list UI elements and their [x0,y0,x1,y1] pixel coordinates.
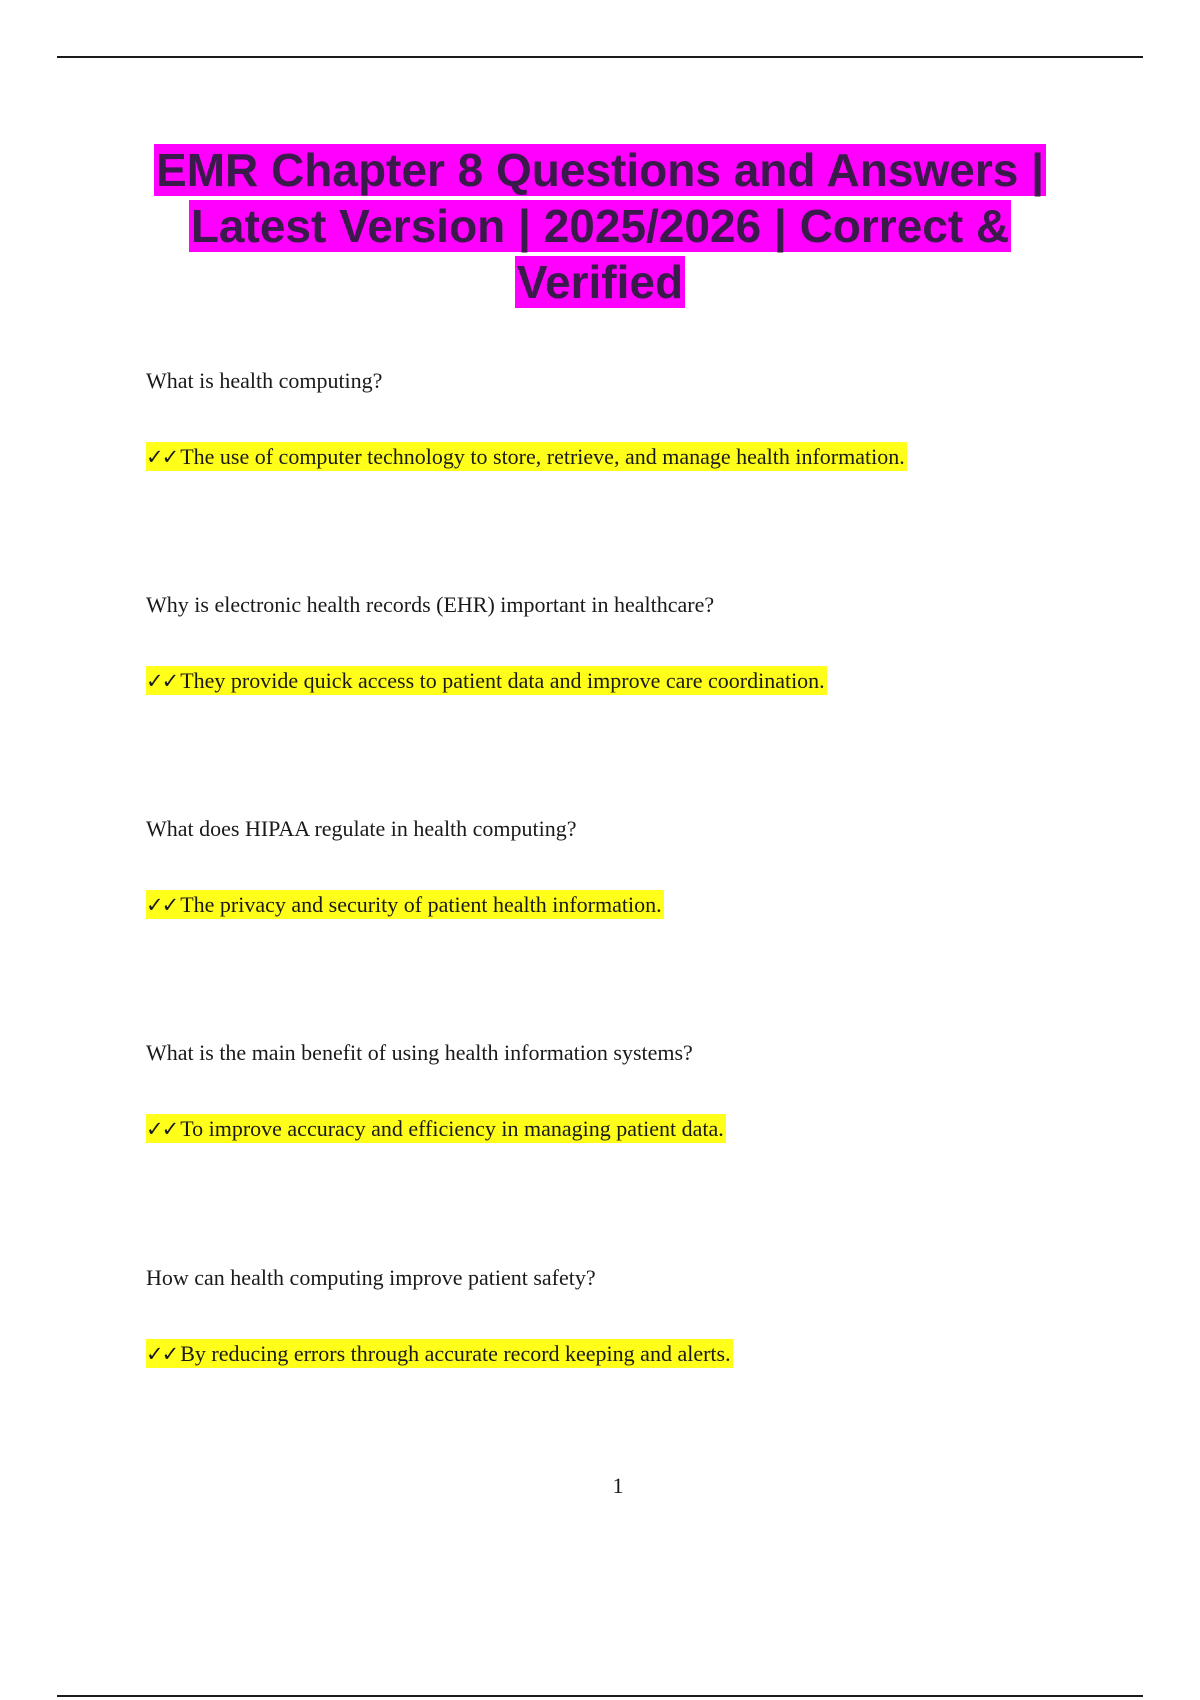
question-2: Why is electronic health records (EHR) important in healthcare? [146,592,715,617]
double-check-icon: ✓✓ [146,1117,178,1141]
answer-2 [146,667,1096,695]
answer-2-text: They provide quick access to patient data and improve care coordination. [180,668,825,693]
answer-3-text: The privacy and security of patient health information. [180,892,662,917]
qa-item-1 [146,367,1096,471]
answer-1-text: The use of computer technology to store, retrieve, and manage health information. [180,444,905,469]
answer-5-highlight [146,1339,733,1368]
document-title-text: EMR Chapter 8 Questions and Answers | Latest Version | 2025/2026 | Correct & Verified [156,144,1044,308]
double-check-icon: ✓✓ [146,669,178,693]
qa-item-5 [146,1264,1096,1368]
bottom-rule [57,1695,1143,1697]
top-rule [57,56,1143,58]
answer-3-highlight [146,890,664,919]
answer-4-text: To improve accuracy and efficiency in managing patient data. [180,1116,724,1141]
answer-3 [146,891,1096,919]
answer-4-highlight [146,1114,726,1143]
page-number: 1 [612,1473,624,1498]
question-3: What does HIPAA regulate in health computing? [146,816,577,841]
double-check-icon: ✓✓ [146,893,178,917]
qa-item-2 [146,591,1096,695]
question-5: How can health computing improve patient safety? [146,1265,596,1290]
answer-5 [146,1340,1096,1368]
qa-item-4 [146,1039,1096,1143]
qa-item-3 [146,815,1096,919]
answer-1 [146,443,1096,471]
question-4: What is the main benefit of using health information systems? [146,1040,693,1065]
question-1: What is health computing? [146,368,383,393]
document-title [100,142,1100,310]
answer-4 [146,1115,1096,1143]
answer-2-highlight [146,666,827,695]
double-check-icon: ✓✓ [146,1342,178,1366]
double-check-icon: ✓✓ [146,445,178,469]
answer-5-text: By reducing errors through accurate record keeping and alerts. [180,1341,731,1366]
answer-1-highlight [146,442,907,471]
